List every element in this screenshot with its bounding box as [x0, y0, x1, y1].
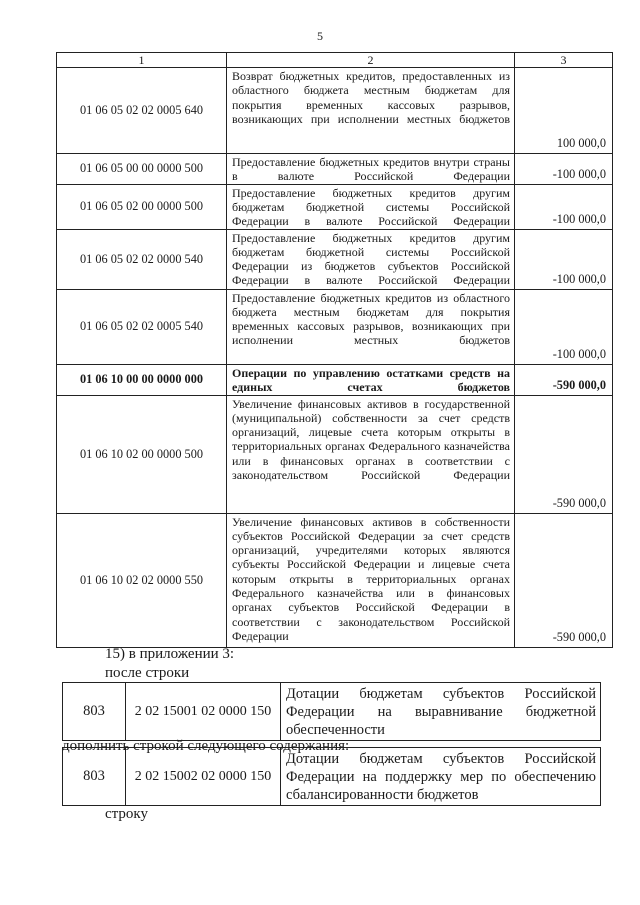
row-description: Предоставление бюджетных кредитов внутри страны в валюте Российской Федерации [227, 154, 515, 185]
row-code: 01 06 05 02 02 0005 640 [57, 68, 227, 154]
add-row-label: дополнить строкой следующего содержания: [62, 738, 350, 754]
column-header-1: 1 [57, 53, 227, 68]
description-last-line: сбалансированности бюджетов [286, 786, 479, 803]
row-value: -100 000,0 [515, 229, 613, 289]
row-value: -100 000,0 [515, 184, 613, 229]
row-code: 01 06 10 02 02 0000 550 [57, 513, 227, 647]
row-code: 01 06 05 00 00 0000 500 [57, 154, 227, 185]
table-header-row [57, 53, 613, 68]
row-admin-code: 803 [63, 748, 126, 806]
column-header-2: 2 [227, 53, 515, 68]
row-value: -100 000,0 [515, 154, 613, 185]
table-row [57, 289, 613, 364]
row-revenue-code: 2 02 15002 02 0000 150 [126, 748, 281, 806]
row-description: Предоставление бюджетных кредитов из областного бюджета местным бюджетам для покрытия временных кассовых разрывов, возникающих при исполнении местных бюджетов [227, 289, 515, 364]
table-row [57, 513, 613, 647]
row-description: Операции по управлению остатками средств на единых счетах бюджетов [227, 364, 515, 395]
row-value: -590 000,0 [515, 513, 613, 647]
reference-row-table [62, 682, 601, 741]
description-last-line: обеспеченности [286, 721, 385, 738]
row-description: Предоставление бюджетных кредитов другим бюджетам бюджетной системы Российской Федерации из бюджетов субъектов Российской Федерации в валюте Российской Федерации [227, 229, 515, 289]
row-code: 01 06 05 02 00 0000 500 [57, 184, 227, 229]
row-code: 01 06 10 00 00 0000 000 [57, 364, 227, 395]
row-revenue-code: 2 02 15001 02 0000 150 [126, 683, 281, 741]
sources-table [56, 52, 613, 648]
row-code: 01 06 05 02 02 0000 540 [57, 229, 227, 289]
row-description: Предоставление бюджетных кредитов другим бюджетам бюджетной системы Российской Федерации в валюте Российской Федерации [227, 184, 515, 229]
row-description: Возврат бюджетных кредитов, предоставленных из областного бюджета местным бюджетам для покрытия временных кассовых разрывов, возникающих при исполнении местных бюджетов [227, 68, 515, 154]
row-word-label: строку [105, 806, 148, 822]
row-admin-code: 803 [63, 683, 126, 741]
row-value: 100 000,0 [515, 68, 613, 154]
row-description [281, 683, 601, 741]
table-row [57, 364, 613, 395]
description-text: Дотации бюджетам субъектов Российской Федерации на выравнивание бюджетной [286, 685, 596, 720]
row-value: -590 000,0 [515, 395, 613, 513]
row-code: 01 06 05 02 02 0005 540 [57, 289, 227, 364]
table-row [57, 395, 613, 513]
table-row [63, 748, 601, 806]
column-header-3: 3 [515, 53, 613, 68]
row-code: 01 06 10 02 00 0000 500 [57, 395, 227, 513]
table-row [57, 184, 613, 229]
row-description: Увеличение финансовых активов в государственной (муниципальной) собственности за счет средств организаций, лицевые счета которым открыты в территориальных органах Федерального казначейства или в финансовых органах в соответствии с законодательством Российской Федерации [227, 395, 515, 513]
table-row [57, 229, 613, 289]
after-rows-label: после строки [105, 665, 190, 681]
row-value: -590 000,0 [515, 364, 613, 395]
table-row [57, 154, 613, 185]
description-text: Дотации бюджетам субъектов Российской Федерации на поддержку мер по обеспечению [286, 750, 596, 785]
page-number: 5 [317, 29, 323, 43]
row-value: -100 000,0 [515, 289, 613, 364]
table-row [57, 68, 613, 154]
added-row-table [62, 747, 601, 806]
section-heading: 15) в приложении 3: [105, 646, 235, 662]
table-row [63, 683, 601, 741]
row-description [281, 748, 601, 806]
row-description: Увеличение финансовых активов в собственности субъектов Российской Федерации за счет средств организаций, учредителями которых являются субъекты Российской Федерации и лицевые счета которым открыты в территориальных органах Федерального казначейства или в финансовых органах субъектов Российской Федерации в соответствии с законодательством Российской Федерации [227, 513, 515, 647]
